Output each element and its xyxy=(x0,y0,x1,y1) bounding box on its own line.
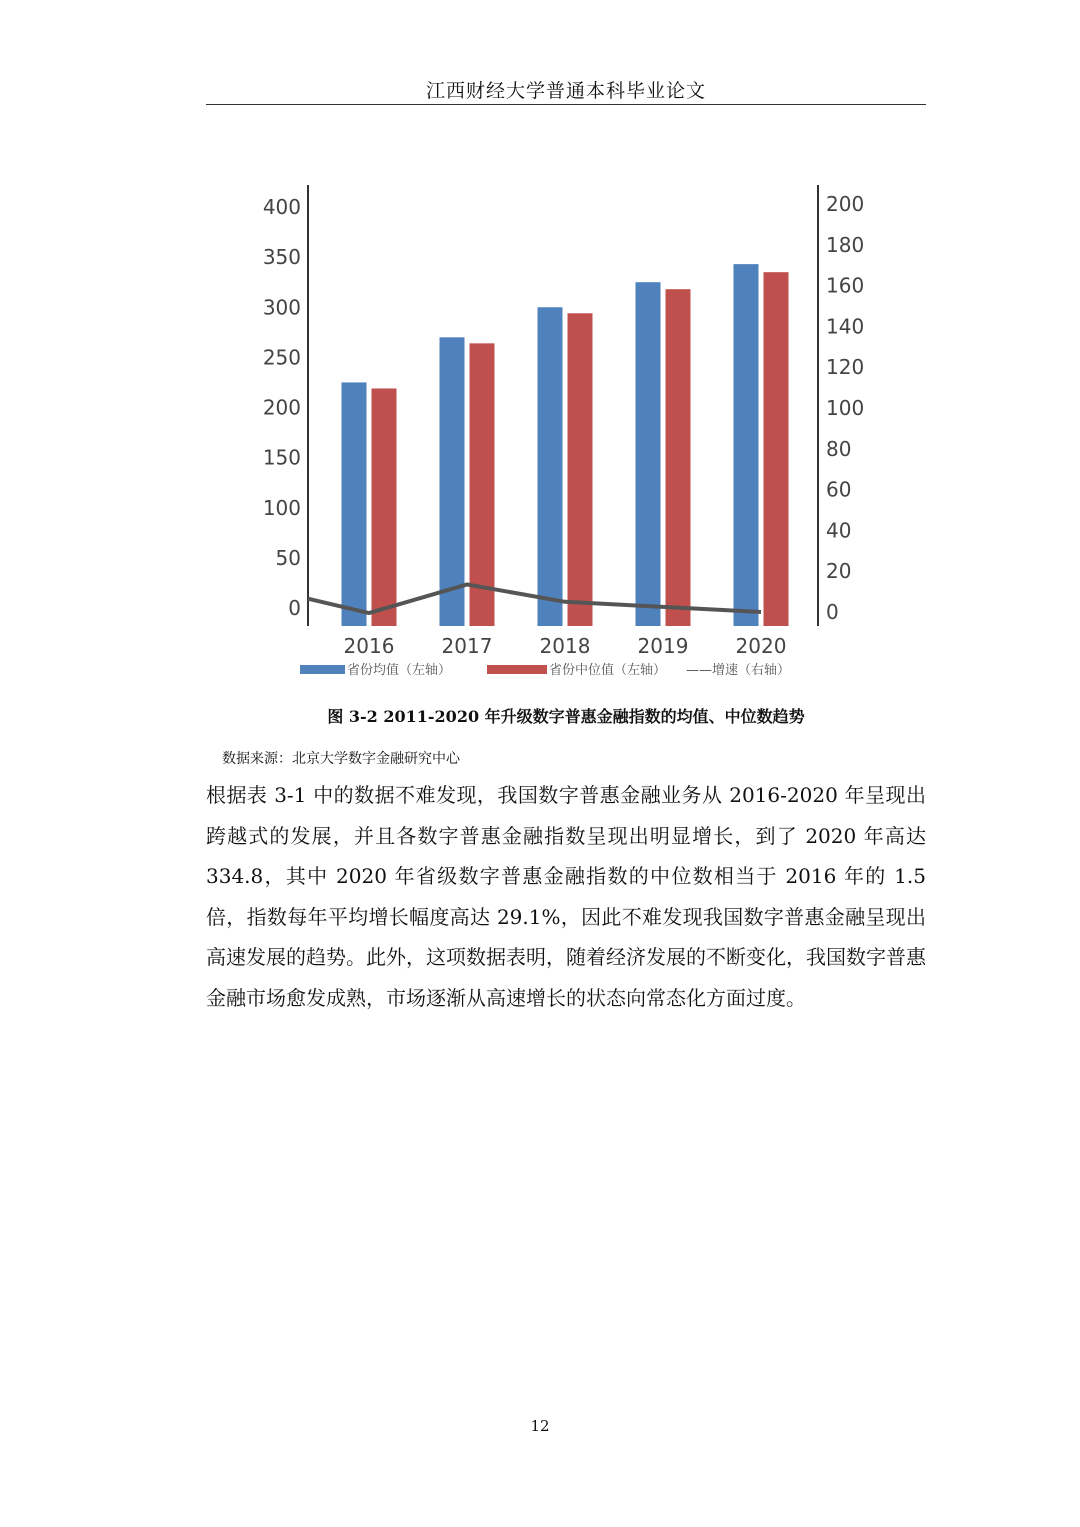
bar-median xyxy=(764,272,789,626)
right-axis-tick-label: 100 xyxy=(826,396,865,420)
right-axis-tick-label: 60 xyxy=(826,477,852,502)
bar-mean xyxy=(440,337,465,626)
legend-label-growth: ——增速（右轴） xyxy=(686,663,791,678)
left-axis-tick-label: 350 xyxy=(262,245,301,270)
legend-swatch-mean xyxy=(300,665,345,674)
left-axis-tick-label: 200 xyxy=(262,395,301,420)
bar-median xyxy=(666,289,691,626)
right-axis-tick-label: 40 xyxy=(826,518,852,543)
legend-label-mean: 省份均值（左轴） xyxy=(347,663,452,678)
right-axis-tick-label: 200 xyxy=(826,192,865,216)
bar-median xyxy=(372,388,397,626)
page-header-title: 江西财经大学普通本科毕业论文 xyxy=(425,80,706,102)
left-axis-tick-label: 50 xyxy=(275,545,301,570)
left-axis-tick-label: 100 xyxy=(262,495,301,520)
right-axis-tick-label: 180 xyxy=(826,232,865,257)
category-tick-label: 2020 xyxy=(735,634,787,658)
bar-median xyxy=(568,313,593,626)
category-tick-label: 2017 xyxy=(441,634,493,658)
right-axis-tick-label: 20 xyxy=(826,559,852,584)
header-divider xyxy=(206,104,926,105)
left-axis-tick-label: 400 xyxy=(262,195,301,219)
bar-mean xyxy=(734,264,759,626)
right-axis-tick-label: 80 xyxy=(826,436,852,461)
left-axis-tick-label: 0 xyxy=(288,596,301,620)
right-axis-tick-label: 160 xyxy=(826,273,865,298)
bar-mean xyxy=(538,307,563,626)
left-axis-tick-label: 250 xyxy=(262,345,301,370)
right-axis-tick-label: 140 xyxy=(826,314,865,339)
category-tick-label: 2018 xyxy=(539,634,591,658)
legend-swatch-median xyxy=(487,665,547,674)
right-axis-tick-label: 0 xyxy=(826,600,839,624)
bar-mean xyxy=(636,282,661,626)
figure-source: 数据来源：北京大学数字金融研究中心 xyxy=(222,751,460,767)
bar-mean xyxy=(342,382,367,626)
category-tick-label: 2016 xyxy=(343,634,395,658)
figure-caption: 图 3-2 2011-2020 年升级数字普惠金融指数的均值、中位数趋势 xyxy=(327,707,805,726)
figure-chart xyxy=(250,175,880,690)
page-number: 12 xyxy=(530,1417,550,1435)
body-paragraph: 根据表 3-1 中的数据不难发现，我国数字普惠金融业务从 2016-2020 年呈现出跨越式的发展，并且各数字普惠金融指数呈现出明显增长，到了 2020 年高达 334.8，其中 2020 年省级数字普惠金融指数的中位数相当于 2016 年的 1.5 倍，指数每年平均增长幅度高达 29.1%，因此不难发现我国数字普惠金融呈现出高速发展的趋势。此外，这项数据表明，随着经济发展的不断变化，我国数字普惠金融市场愈发成熟，市场逐渐从高速增长的状态向常态化方面过度。 xyxy=(206,783,926,1010)
legend-label-median: 省份中位值（左轴） xyxy=(549,663,667,678)
category-tick-label: 2019 xyxy=(637,634,689,658)
left-axis-tick-label: 300 xyxy=(262,295,301,320)
right-axis-tick-label: 120 xyxy=(826,355,865,380)
left-axis-tick-label: 150 xyxy=(262,445,301,470)
